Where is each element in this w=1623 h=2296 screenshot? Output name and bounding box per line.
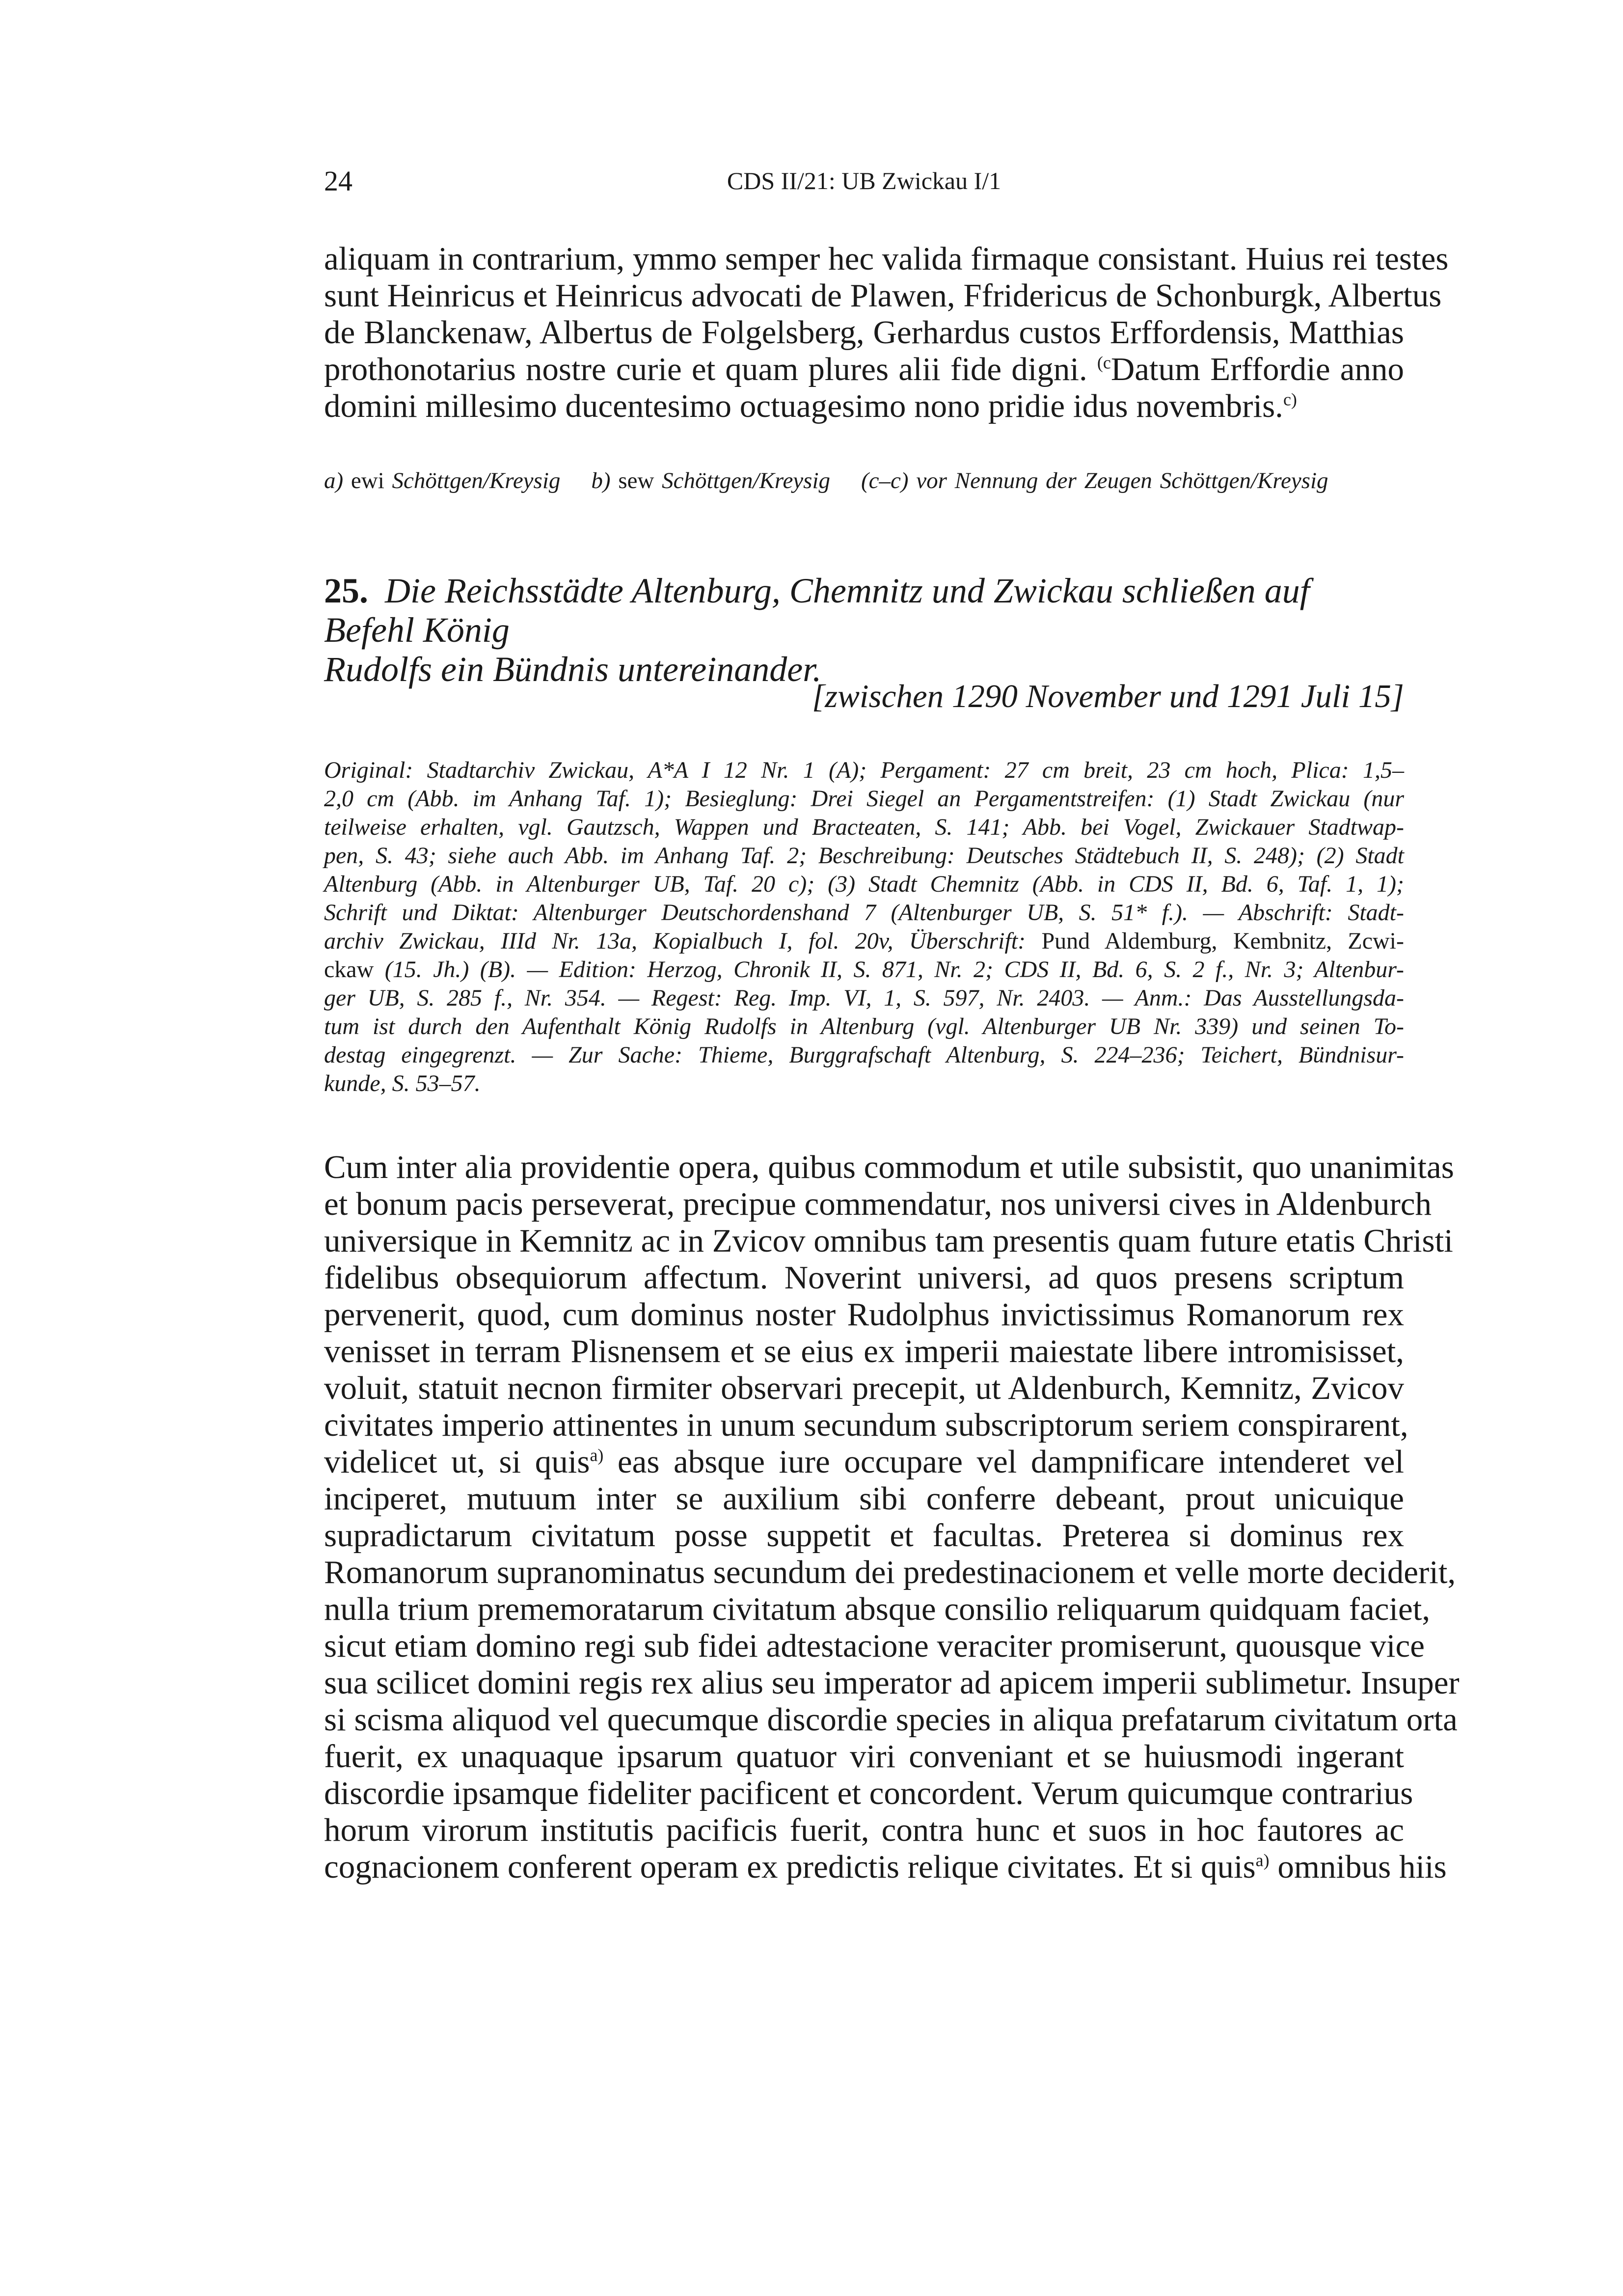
text-line: sua scilicet domini regis rex alius seu imperator ad apicem imperii sublimetur. Insuper	[324, 1665, 1460, 1701]
source-apparatus	[324, 756, 1404, 1098]
apparatus-line: Original: Stadtarchiv Zwickau, A*A I 12 Nr. 1 (A); Pergament: 27 cm breit, 23 cm hoch, Plica: 1,5–	[324, 757, 1404, 783]
text-line: prothonotarius nostre curie et quam plures alii fide digni. $^{(c}$Datum Erffordie anno	[324, 351, 1404, 387]
text-line: cognacionem conferent operam ex predictis relique civitates. Et si quis$^{a)}$ omnibus hiis	[324, 1849, 1447, 1885]
text-line: fidelibus obsequiorum affectum. Noverint universi, ad quos presens scriptum	[324, 1259, 1404, 1296]
apparatus-line: 2,0 cm (Abb. im Anhang Taf. 1); Besieglung: Drei Siegel an Pergamentstreifen: (1) Stadt Zwickau (nur	[324, 786, 1404, 812]
document-title-line: 25. Die Reichsstädte Altenburg, Chemnitz und Zwickau schließen auf Befehl König	[324, 571, 1310, 650]
document-title-line: Rudolfs ein Bündnis untereinander.	[324, 650, 822, 689]
text-line: civitates imperio attinentes in unum secundum subscriptorum seriem conspirarent,	[324, 1407, 1408, 1443]
note-mark: c)	[1283, 389, 1297, 410]
text-line: discordie ipsamque fideliter pacificent et concordent. Verum quicumque contrarius	[324, 1775, 1413, 1811]
text-line: horum virorum institutis pacificis fuerit, contra hunc et suos in hoc fautores ac	[324, 1812, 1404, 1848]
previous-document-text	[324, 241, 1449, 425]
text-line: supradictarum civitatum posse suppetit et facultas. Preterea si dominus rex	[324, 1517, 1404, 1554]
text-line: si scisma aliquod vel quecumque discordie species in aliqua prefatarum civitatum orta	[324, 1701, 1458, 1738]
apparatus-line: Altenburg (Abb. in Altenburger UB, Taf. 20 c); (3) Stadt Chemnitz (Abb. in CDS II, Bd. 6, Taf. 1, 1);	[324, 871, 1404, 897]
apparatus-line: pen, S. 43; siehe auch Abb. im Anhang Taf. 2; Beschreibung: Deutsches Städtebuch II, S. 248); (2) Stadt	[324, 843, 1404, 869]
text-line: domini millesimo ducentesimo octuagesimo nono pridie idus novembris.$^{c)}$	[324, 388, 1297, 424]
apparatus-line: tum ist durch den Aufenthalt König Rudolfs in Altenburg (vgl. Altenburger UB Nr. 339) und seinen To-	[324, 1013, 1404, 1039]
text-line: Romanorum supranominatus secundum dei predestinacionem et velle morte deciderit,	[324, 1554, 1456, 1590]
text-line: videlicet ut, si quis$^{a)}$ eas absque iure occupare vel dampnificare intenderet vel	[324, 1444, 1404, 1480]
running-title: CDS II/21: UB Zwickau I/1	[727, 167, 1001, 194]
text-line: fuerit, ex unaquaque ipsarum quatuor viri conveniant et se huiusmodi ingerant	[324, 1738, 1404, 1775]
apparatus-line: teilweise erhalten, vgl. Gautzsch, Wappen und Bracteaten, S. 141; Abb. bei Vogel, Zwickauer Stadtwap-	[324, 814, 1404, 840]
document-number: 25.	[324, 571, 368, 610]
text-line: sicut etiam domino regi sub fidei adtestacione veraciter promiserunt, quousque vice	[324, 1628, 1425, 1664]
text-line: nulla trium prememoratarum civitatum absque consilio reliquarum quidquam faciet,	[324, 1591, 1431, 1627]
text-line: inciperet, mutuum inter se auxilium sibi conferre debeant, prout unicuique	[324, 1480, 1404, 1517]
critical-notes	[324, 467, 1404, 494]
main-document-text	[324, 1149, 1460, 1886]
note-item: (c–c) vor Nennung der Zeugen Schöttgen/Kreysig	[861, 468, 1328, 493]
text-line: de Blanckenaw, Albertus de Folgelsberg, Gerhardus custos Erffordensis, Matthias	[324, 314, 1404, 351]
text-line: voluit, statuit necnon firmiter observari precepit, ut Aldenburch, Kemnitz, Zvicov	[324, 1370, 1404, 1406]
text-line: universique in Kemnitz ac in Zvicov omnibus tam presentis quam future etatis Christi	[324, 1223, 1453, 1259]
note-mark: a)	[1255, 1850, 1270, 1870]
note-mark: a)	[590, 1445, 604, 1465]
note-item: a) ewi Schöttgen/Kreysig	[324, 468, 561, 493]
apparatus-line: kunde, S. 53–57.	[324, 1070, 481, 1096]
text-line: et bonum pacis perseverat, precipue commendatur, nos universi cives in Aldenburch	[324, 1186, 1432, 1222]
apparatus-line: ckaw (15. Jh.) (B). — Edition: Herzog, Chronik II, S. 871, Nr. 2; CDS II, Bd. 6, S. 2 f., Nr. 3; Altenbur-	[324, 957, 1405, 983]
page-header	[324, 164, 1404, 204]
note-mark: (c	[1097, 353, 1111, 373]
document-heading	[324, 571, 1404, 689]
apparatus-line: archiv Zwickau, IIId Nr. 13a, Kopialbuch I, fol. 20v, Überschrift: Pund Aldemburg, Kembnitz, Zcwi-	[324, 928, 1405, 954]
apparatus-line: ger UB, S. 285 f., Nr. 354. — Regest: Reg. Imp. VI, 1, S. 597, Nr. 2403. — Anm.: Das Ausstellungsda-	[324, 985, 1404, 1011]
apparatus-line: Schrift und Diktat: Altenburger Deutschordenshand 7 (Altenburger UB, S. 51* f.). — Abschrift: Stadt-	[324, 900, 1404, 926]
text-line: Cum inter alia providentie opera, quibus commodum et utile subsistit, quo unanimitas	[324, 1149, 1454, 1185]
text-line: aliquam in contrarium, ymmo semper hec valida firmaque consistant. Huius rei testes	[324, 241, 1449, 277]
document-date: [zwischen 1290 November und 1291 Juli 15]	[812, 678, 1404, 714]
note-item: b) sew Schöttgen/Kreysig	[591, 468, 831, 493]
page-number: 24	[324, 165, 352, 197]
text-line: pervenerit, quod, cum dominus noster Rudolphus invictissimus Romanorum rex	[324, 1296, 1404, 1333]
apparatus-line: destag eingegrenzt. — Zur Sache: Thieme, Burggrafschaft Altenburg, S. 224–236; Teichert, Bündnisur-	[324, 1042, 1404, 1068]
text-line: venisset in terram Plisnensem et se eius ex imperii maiestate libere intromisisset,	[324, 1333, 1404, 1369]
text-line: sunt Heinricus et Heinricus advocati de Plawen, Ffridericus de Schonburgk, Albertus	[324, 277, 1442, 314]
